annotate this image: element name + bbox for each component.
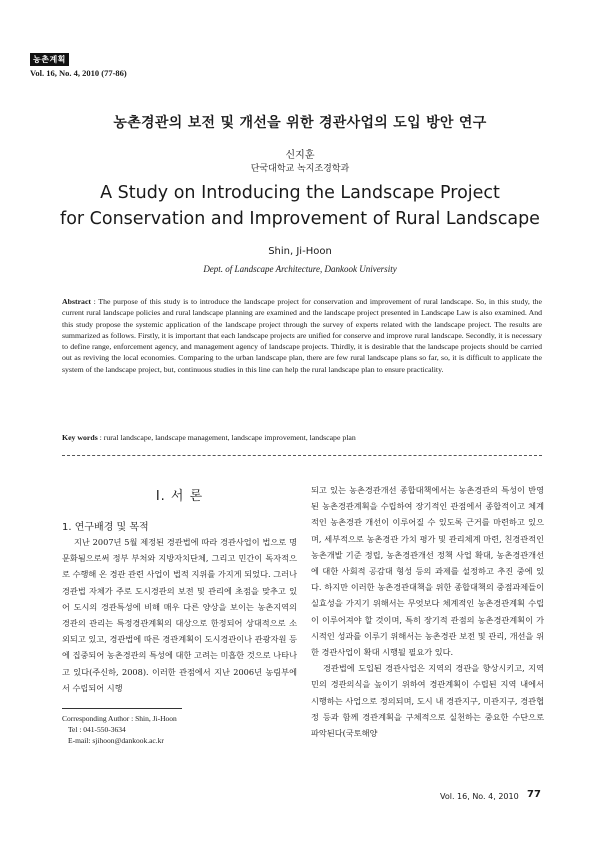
abstract-text: : The purpose of this study is to introduce the landscape project for conservation and improvement of rural landscape. So, in this study, the current rural landscape policies and rural landscape planning are examined and the landscape project presented in Landscape Law is also examined. And this study propose the systemic application of the landscape project through the survey of experts related with the landscape project. The results are summarized as follows. Firstly, it is important that each landscape projects are unified for conserve and improve rural landscape. Secondly, it is necessary to define range, enforcement agency, and management agency of landscape projects. Thirdly, it is desirable that the landscape projects should be carried out as reviving the local economies. Comparing to the urban landscape plan, there are few rural landscape plans so far, so, it is difficult to applicate the system of the landscape project, but, continuous studies in this line can help the rural landscape plan to ensure practicality. bbox=[62, 297, 542, 374]
volume-info: Vol. 16, No. 4, 2010 (77-86) bbox=[30, 68, 127, 78]
author-english: Shin, Ji-Hoon bbox=[268, 246, 332, 257]
right-column bbox=[311, 482, 544, 741]
section-heading-introduction: Ⅰ. 서 론 bbox=[155, 489, 204, 504]
body-paragraph: 지난 2007년 5월 제정된 경관법에 따라 경관사업이 법으로 명문화됨으로써 정부 부처와 지방자치단체, 그리고 민간이 독자적으로 수행해 온 경관 관련 사업이 법적 지위를 가지게 되었다. 그러나 경관법 자체가 주로 도시경관의 보전 및 관리에 초점을 맞추고 있어 도시의 경관특성에 비해 매우 다른 양상을 보이는 농촌지역의 경관의 관리는 특정경관계획의 대상으로 한정되어 상대적으로 소외되고 있고, 경관법에 따른 경관계획이 도시경관이나 관광자원 등에 집중되어 농촌경관의 특성에 대한 고려는 미흡한 것으로 나타나고 있다(주신하, 2008). 이러한 관점에서 지난 2006년 농림부에서 수립되어 시행 bbox=[62, 537, 297, 693]
body-paragraph: 경관법에 도입된 경관사업은 지역의 경관을 향상시키고, 지역민의 경관의식을 높이기 위하여 경관계획이 수립된 지역 내에서 시행하는 사업으로 정의되며, 도시 내 경관지구, 미관지구, 경관협정 등과 함께 경관계획을 구체적으로 실천하는 중요한 수단으로 파악된다(국토해양 bbox=[311, 663, 544, 739]
page-number: 77 bbox=[527, 789, 541, 800]
abstract-label: Abstract bbox=[62, 297, 92, 306]
keywords-text: : rural landscape, landscape management, landscape improvement, landscape plan bbox=[97, 433, 356, 442]
correspondence-block bbox=[62, 713, 177, 746]
keywords bbox=[62, 433, 542, 442]
sub-heading-background: 1. 연구배경 및 목적 bbox=[62, 522, 149, 533]
footer-volume: Vol. 16, No. 4, 2010 bbox=[440, 792, 519, 801]
corresponding-author: Corresponding Author : Shin, Ji-Hoon bbox=[62, 714, 177, 723]
corresponding-tel: Tel : 041-550-3634 bbox=[68, 725, 126, 734]
abstract bbox=[62, 296, 542, 375]
corresponding-email: E-mail: sjihoon@dankook.ac.kr bbox=[68, 736, 164, 745]
affiliation-english: Dept. of Landscape Architecture, Dankook University bbox=[203, 264, 397, 274]
title-korean: 농촌경관의 보전 및 개선을 위한 경관사업의 도입 방안 연구 bbox=[113, 115, 487, 131]
section-divider bbox=[62, 455, 542, 456]
title-english bbox=[0, 180, 600, 232]
author-korean: 신지훈 bbox=[285, 150, 315, 161]
journal-tag: 농촌계획 bbox=[30, 53, 69, 66]
left-column bbox=[62, 534, 297, 696]
keywords-label: Key words bbox=[62, 433, 98, 442]
body-paragraph: 되고 있는 농촌경관개선 종합대책에서는 농촌경관의 특성이 반영된 농촌경관계획을 수립하여 장기적인 관점에서 종합적이고 체계적인 농촌경관 개선이 이루어질 수 있도록 근거를 마련하고 있으며, 세부적으로 농촌경관 가치 평가 및 관리체계 마련, 친경관적인 농촌개발 기준 정립, 농촌경관개선 정책 사업 확대, 농촌경관개선에 대한 사회적 공감대 형성 등의 과제를 설정하고 추진 중에 있다. 하지만 이러한 농촌경관대책을 위한 종합대책의 중점과제들이 실효성을 가지기 위해서는 무엇보다 체계적인 농촌경관계획 수립이 이루어져야 할 것이며, 특히 장기적 관점의 농촌경관계획이 가시적인 성과를 이루기 위해서는 농촌경관 보전 및 관리, 개선을 위한 경관사업이 확대 시행될 필요가 있다. bbox=[311, 485, 544, 658]
footnote-divider bbox=[62, 708, 182, 709]
title-english-line2: for Conservation and Improvement of Rural Landscape bbox=[60, 209, 540, 229]
title-english-line1: A Study on Introducing the Landscape Project bbox=[100, 183, 500, 203]
affiliation-korean: 단국대학교 녹지조경학과 bbox=[250, 164, 350, 174]
